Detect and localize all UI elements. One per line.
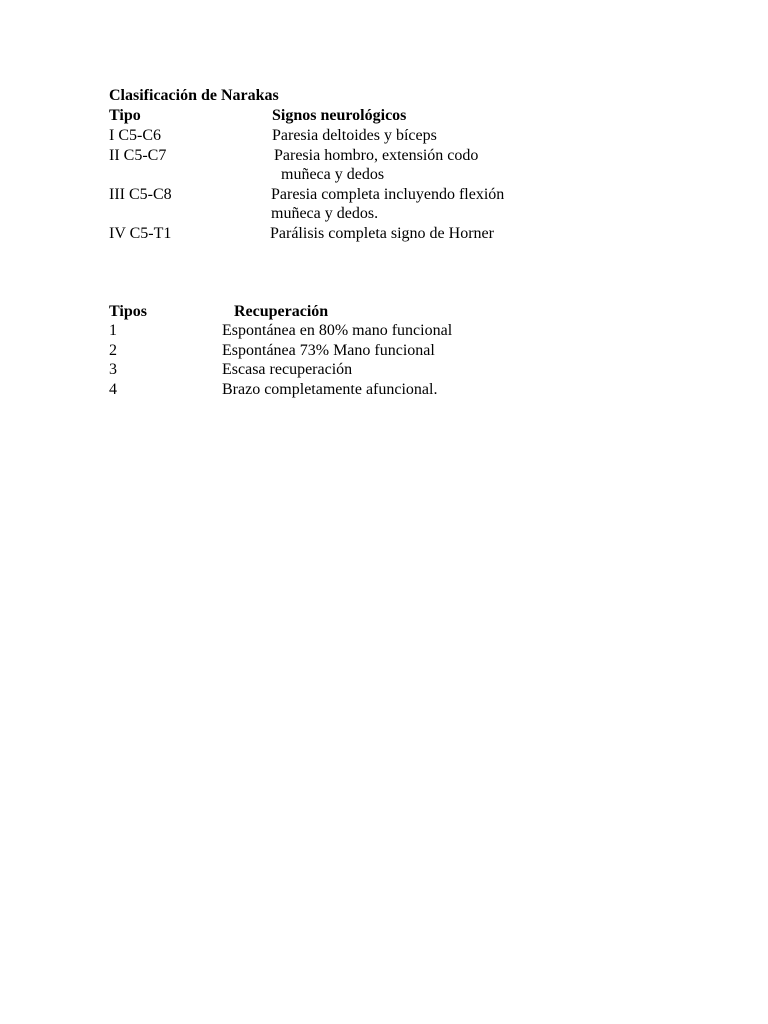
- table2-header-tipos: Tipos: [109, 303, 147, 320]
- table1-row2-tipo: II C5-C7: [109, 147, 167, 164]
- table1-row2-signos-line1: Paresia hombro, extensión codo: [274, 147, 479, 164]
- table2-row2-recuperacion: Espontánea 73% Mano funcional: [222, 342, 435, 359]
- document-title: Clasificación de Narakas: [109, 87, 279, 104]
- table2-row3-recuperacion: Escasa recuperación: [222, 361, 353, 378]
- table2-row1-tipo: 1: [109, 322, 117, 339]
- table1-row4-signos-line1: Parálisis completa signo de Horner: [270, 225, 494, 242]
- table2-header-recuperacion: Recuperación: [234, 303, 329, 320]
- table1-row3-tipo: III C5-C8: [109, 186, 172, 203]
- table1-header-tipo: Tipo: [109, 107, 141, 124]
- table1-row3-signos-line2: muñeca y dedos.: [271, 205, 379, 222]
- table2-row2-tipo: 2: [109, 342, 117, 359]
- table1-header-signos: Signos neurológicos: [272, 107, 407, 124]
- table1-row2-signos-line2: muñeca y dedos: [281, 166, 385, 183]
- table1-row1-tipo: I C5-C6: [109, 127, 161, 144]
- table1-row1-signos-line1: Paresia deltoides y bíceps: [272, 127, 437, 144]
- table2-row3-tipo: 3: [109, 361, 117, 378]
- table1-row4-tipo: IV C5-T1: [109, 225, 172, 242]
- table2-row1-recuperacion: Espontánea en 80% mano funcional: [222, 322, 453, 339]
- table2-row4-recuperacion: Brazo completamente afuncional.: [222, 381, 438, 398]
- table1-row3-signos-line1: Paresia completa incluyendo flexión: [271, 186, 505, 203]
- table2-row4-tipo: 4: [109, 381, 117, 398]
